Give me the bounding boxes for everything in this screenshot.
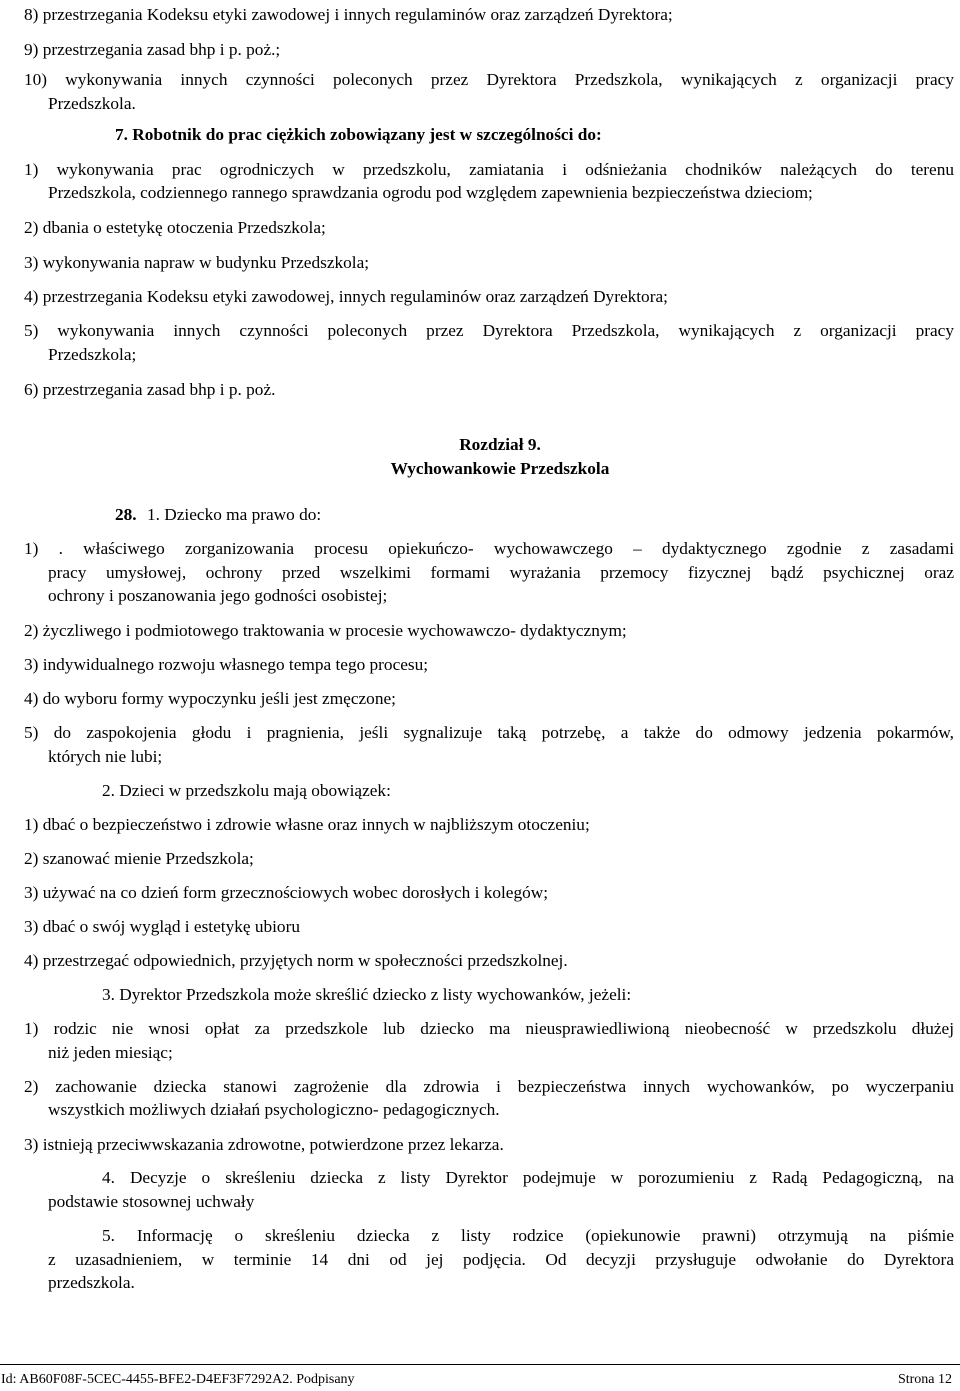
text-line: 1) dbać o bezpieczeństwo i zdrowie własne oraz innych w najbliższym otoczeniu;	[24, 815, 590, 834]
chapter-title: Wychowankowie Przedszkola	[390, 459, 610, 478]
text-line: 4. Decyzje o skreśleniu dziecka z listy Dyrektor podejmuje w porozumieniu z Radą Pedagogiczną, na	[102, 1168, 954, 1187]
footer-divider	[0, 1364, 960, 1365]
text-line: Przedszkola;	[48, 345, 137, 364]
document-id: Id: AB60F08F-5CEC-4455-BFE2-D4EF3F7292A2. Podpisany	[1, 1372, 355, 1387]
text-line: wszystkich możliwych działań psychologiczno- pedagogicznych.	[48, 1100, 500, 1119]
paragraph-number: 28.	[115, 505, 137, 524]
text-line: 5) do zaspokojenia głodu i pragnienia, jeśli sygnalizuje taką potrzebę, a także do odmowy jedzenia pokarmów,	[24, 723, 954, 742]
page-number: Strona 12	[897, 1372, 952, 1387]
text-line: podstawie stosownej uchwały	[48, 1192, 255, 1211]
text-line: 3) indywidualnego rozwoju własnego tempa tego procesu;	[24, 655, 429, 674]
text-line: pracy umysłowej, ochrony przed wszelkimi formami wyrażania przemocy fizycznej bądź psychicznej oraz	[48, 563, 954, 582]
text-line: 4) przestrzegać odpowiednich, przyjętych norm w społeczności przedszkolnej.	[24, 951, 568, 970]
text-line: 9) przestrzegania zasad bhp i p. poż.;	[24, 40, 281, 59]
text-line: 1) rodzic nie wnosi opłat za przedszkole lub dziecko ma nieusprawiedliwioną nieobecność w przedszkolu dłużej	[24, 1019, 954, 1038]
text-line: Przedszkola.	[48, 94, 136, 113]
text-line: 3) istnieją przeciwwskazania zdrowotne, potwierdzone przez lekarza.	[24, 1135, 504, 1154]
text-line: 2) szanować mienie Przedszkola;	[24, 849, 254, 868]
section-heading: 7. Robotnik do prac ciężkich zobowiązany jest w szczególności do:	[115, 125, 602, 144]
text-line: niż jeden miesiąc;	[48, 1043, 173, 1062]
text-line: ochrony i poszanowania jego godności osobistej;	[48, 586, 388, 605]
text-line: 8) przestrzegania Kodeksu etyki zawodowej i innych regulaminów oraz zarządzeń Dyrektora;	[24, 5, 673, 24]
text-line: z uzasadnieniem, w terminie 14 dni od jej podjęcia. Od decyzji przysługuje odwołanie do Dyrektora	[48, 1250, 954, 1269]
text-line: których nie lubi;	[48, 747, 163, 766]
text-line: 1. Dziecko ma prawo do:	[147, 505, 322, 524]
text-line: 2) życzliwego i podmiotowego traktowania w procesie wychowawczo- dydaktycznym;	[24, 621, 627, 640]
text-line: 3) wykonywania napraw w budynku Przedszkola;	[24, 253, 370, 272]
text-line: 2) dbania o estetykę otoczenia Przedszkola;	[24, 218, 326, 237]
text-line: 6) przestrzegania zasad bhp i p. poż.	[24, 380, 276, 399]
text-line: 4) przestrzegania Kodeksu etyki zawodowej, innych regulaminów oraz zarządzeń Dyrektora;	[24, 287, 668, 306]
text-line: 4) do wyboru formy wypoczynku jeśli jest zmęczone;	[24, 689, 396, 708]
text-line: przedszkola.	[48, 1273, 135, 1292]
text-line: 3) dbać o swój wygląd i estetykę ubioru	[24, 917, 300, 936]
text-line: 3) używać na co dzień form grzecznościowych wobec dorosłych i kolegów;	[24, 883, 549, 902]
text-line: 2. Dzieci w przedszkolu mają obowiązek:	[102, 781, 391, 800]
text-line: 2) zachowanie dziecka stanowi zagrożenie dla zdrowia i bezpieczeństwa innych wychowanków, po wyczerpaniu	[24, 1077, 954, 1096]
text-line: 10) wykonywania innych czynności poleconych przez Dyrektora Przedszkola, wynikających z organizacji pracy	[24, 70, 954, 89]
text-line: Przedszkola, codziennego rannego sprawdzania ogrodu pod względem zapewnienia bezpieczeństwa dzieciom;	[48, 183, 813, 202]
text-line: 3. Dyrektor Przedszkola może skreślić dziecko z listy wychowanków, jeżeli:	[102, 985, 632, 1004]
text-line: 1) wykonywania prac ogrodniczych w przedszkolu, zamiatania i odśnieżania chodników należących do terenu	[24, 160, 954, 179]
text-line: 1) . właściwego zorganizowania procesu opiekuńczo- wychowawczego – dydaktycznego zgodnie z zasadami	[24, 539, 954, 558]
text-line: 5) wykonywania innych czynności poleconych przez Dyrektora Przedszkola, wynikających z organizacji pracy	[24, 321, 954, 340]
text-line: 5. Informację o skreśleniu dziecka z listy rodzice (opiekunowie prawni) otrzymują na piśmie	[102, 1226, 954, 1245]
chapter-number: Rozdział 9.	[459, 435, 541, 454]
